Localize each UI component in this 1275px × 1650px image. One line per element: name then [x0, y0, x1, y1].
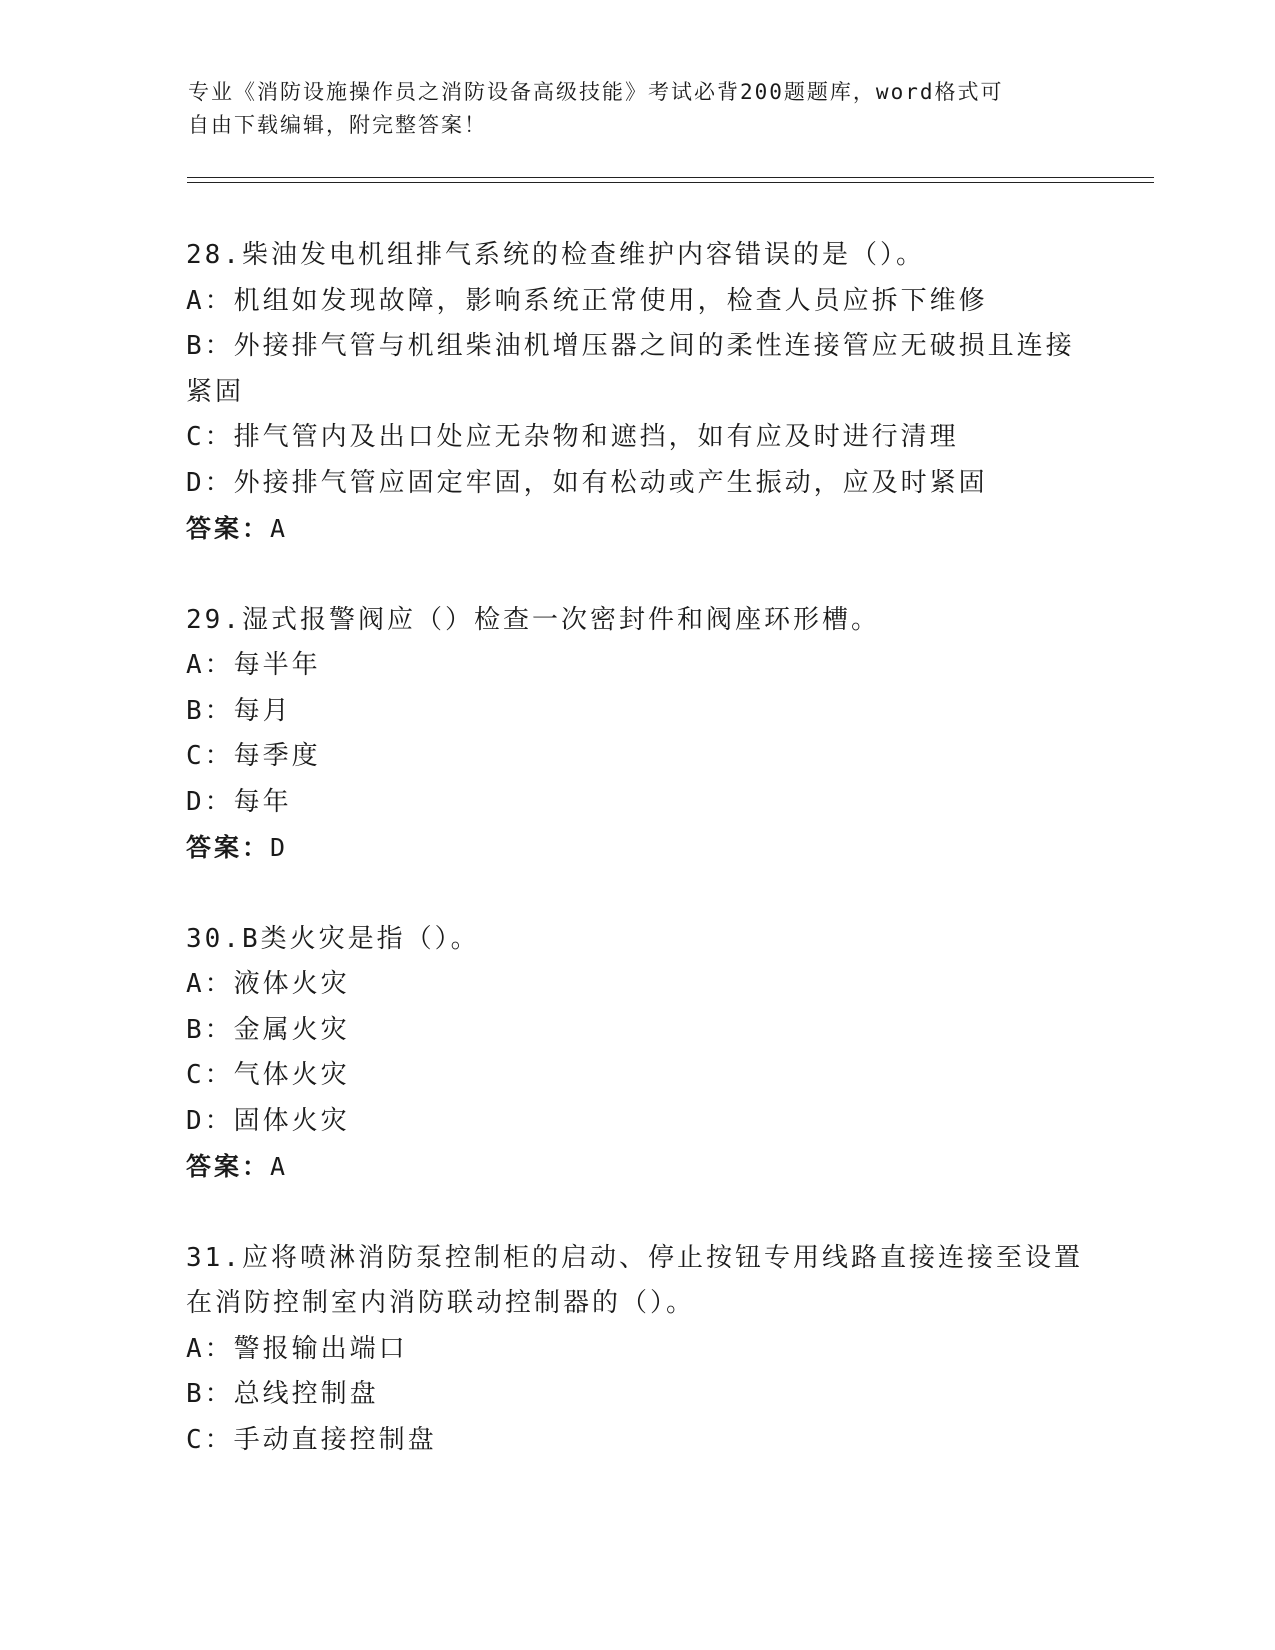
- question-text: 在消防控制室内消防联动控制器的（）。: [186, 1288, 696, 1318]
- question-text: 28.柴油发电机组排气系统的检查维护内容错误的是（）。: [186, 240, 925, 270]
- question-text: 29.湿式报警阀应（）检查一次密封件和阀座环形槽。: [186, 604, 880, 635]
- option-text: C：排气管内及出口处应无杂物和遮挡，如有应及时进行清理: [186, 422, 959, 452]
- option-text: C：气体火灾: [186, 1060, 350, 1090]
- header-divider-top: [187, 177, 1154, 178]
- option-text: D：固体火灾: [186, 1105, 350, 1136]
- answer-line: [186, 1144, 1086, 1190]
- option-text: A：每半年: [186, 650, 321, 680]
- header-line-2: 自由下载编辑，附完整答案！: [188, 113, 487, 137]
- option-text: D：外接排气管应固定牢固，如有松动或产生振动，应及时紧固: [186, 467, 988, 498]
- option-text: 紧固: [186, 376, 245, 407]
- answer-label: 答案：: [186, 514, 271, 543]
- header-line-1: 专业《消防设施操作员之消防设备高级技能》考试必背200题题库，word格式可: [188, 80, 1004, 104]
- option-text: C：每季度: [186, 741, 321, 771]
- question-text: 30.B类火灾是指（）。: [186, 923, 480, 954]
- option-text: B：外接排气管与机组柴油机增压器之间的柔性连接管应无破损且连接: [186, 331, 1075, 361]
- question-block: [186, 917, 1086, 1190]
- option-text: C：手动直接控制盘: [186, 1424, 437, 1455]
- answer-line: [186, 825, 1086, 871]
- answer-label: 答案：: [186, 833, 271, 862]
- option-text: A：警报输出端口: [186, 1333, 408, 1364]
- question-gap: [186, 1190, 1086, 1236]
- answer-line: [186, 506, 1086, 552]
- answer-value: D: [270, 833, 289, 862]
- option-text: A：机组如发现故障，影响系统正常使用，检查人员应拆下维修: [186, 285, 988, 316]
- question-text: 31.应将喷淋消防泵控制柜的启动、停止按钮专用线路直接连接至设置: [186, 1242, 1083, 1273]
- question-gap: [186, 552, 1086, 598]
- question-block: [186, 233, 1086, 552]
- question-block: [186, 598, 1086, 871]
- answer-value: A: [270, 514, 289, 543]
- option-text: B：每月: [186, 695, 292, 726]
- question-block: [186, 1236, 1086, 1464]
- option-text: B：金属火灾: [186, 1014, 350, 1045]
- answer-value: A: [270, 1152, 289, 1181]
- answer-label: 答案：: [186, 1152, 271, 1181]
- option-text: D：每年: [186, 786, 292, 817]
- question-gap: [186, 871, 1086, 917]
- option-text: B：总线控制盘: [186, 1379, 379, 1409]
- option-text: A：液体火灾: [186, 969, 350, 999]
- question-list: [186, 233, 1086, 1463]
- document-header: [188, 76, 1088, 142]
- header-divider-bottom: [187, 182, 1154, 183]
